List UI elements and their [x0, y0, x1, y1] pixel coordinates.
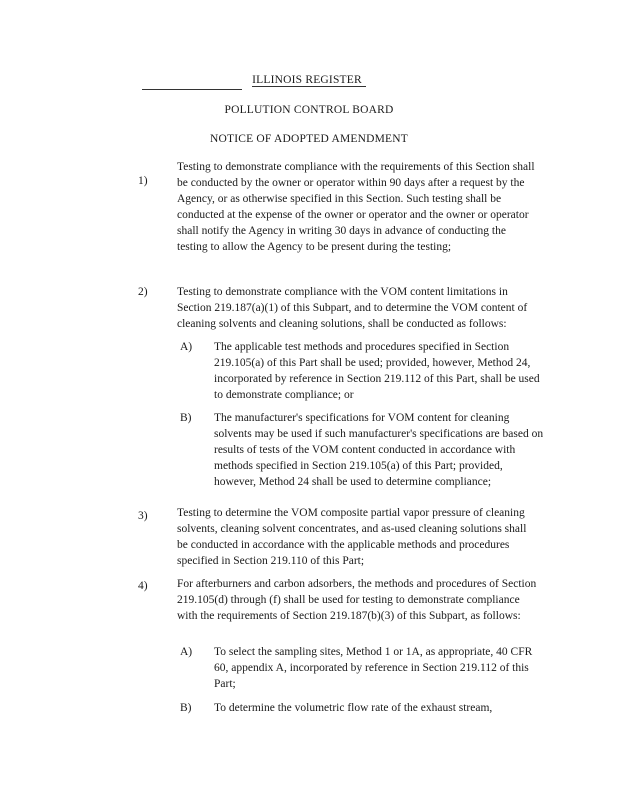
subitem-text: The applicable test methods and procedures specified in Section 219.105(a) of this Part shall be used; provided, however, Method 24, incorporated by reference in Section 219.112 of this Part, shall be used to demonstrate compliance; or — [214, 341, 540, 401]
subitem-label: A) — [180, 646, 193, 658]
item-text: Testing to demonstrate compliance with the VOM content limitations in Section 219.187(a)(1) of this Subpart, and to determine the VOM content of cleaning solvents and cleaning solutions, shall be conducted as follows: — [177, 286, 528, 330]
board-title: POLLUTION CONTROL BOARD — [224, 104, 394, 116]
header-rule — [142, 89, 242, 90]
subitem-label: B) — [180, 702, 192, 714]
item-number: 2) — [138, 286, 148, 298]
subitem-label: B) — [180, 412, 192, 424]
item-text: Testing to demonstrate compliance with the requirements of this Section shall be conducted by the owner or operator within 90 days after a request by the Agency, or as otherwise specified in this Section. Such testing shall be conducted at the expense of the owner or operator and the owner or operator shall notify the Agency in writing 30 days in advance of conducting the testing to allow the Agency to be present during the testing; — [177, 161, 535, 253]
item-number: 3) — [138, 510, 148, 522]
item-text: For afterburners and carbon adsorbers, the methods and procedures of Section 219.105(d) through (f) shall be used for testing to demonstrate compliance with the requirements of Section 219.187(b)(3) of this Subpart, as follows: — [177, 578, 537, 622]
subitem-text: To determine the volumetric flow rate of the exhaust stream, — [214, 702, 493, 714]
item-number: 1) — [138, 175, 148, 187]
item-number: 4) — [138, 580, 148, 592]
notice-title: NOTICE OF ADOPTED AMENDMENT — [209, 133, 409, 145]
item-text: Testing to determine the VOM composite partial vapor pressure of cleaning solvents, cleaning solvent concentrates, and as-used cleaning solutions shall be conducted in accordance with the applicable methods and procedures specified in Section 219.110 of this Part; — [177, 507, 527, 567]
subitem-text: To select the sampling sites, Method 1 or 1A, as appropriate, 40 CFR 60, appendix A, incorporated by reference in Section 219.112 of this Part; — [214, 646, 533, 690]
register-title — [0, 72, 618, 88]
register-title-text: ILLINOIS REGISTER — [252, 74, 366, 87]
subitem-text: The manufacturer's specifications for VOM content for cleaning solvents may be used if such manufacturer's specifications are based on results of tests of the VOM content conducted in accordance with methods specified in Section 219.105(a) of this Part; provided, however, Method 24 shall be used to determine compliance; — [214, 412, 544, 488]
subitem-label: A) — [180, 341, 193, 353]
